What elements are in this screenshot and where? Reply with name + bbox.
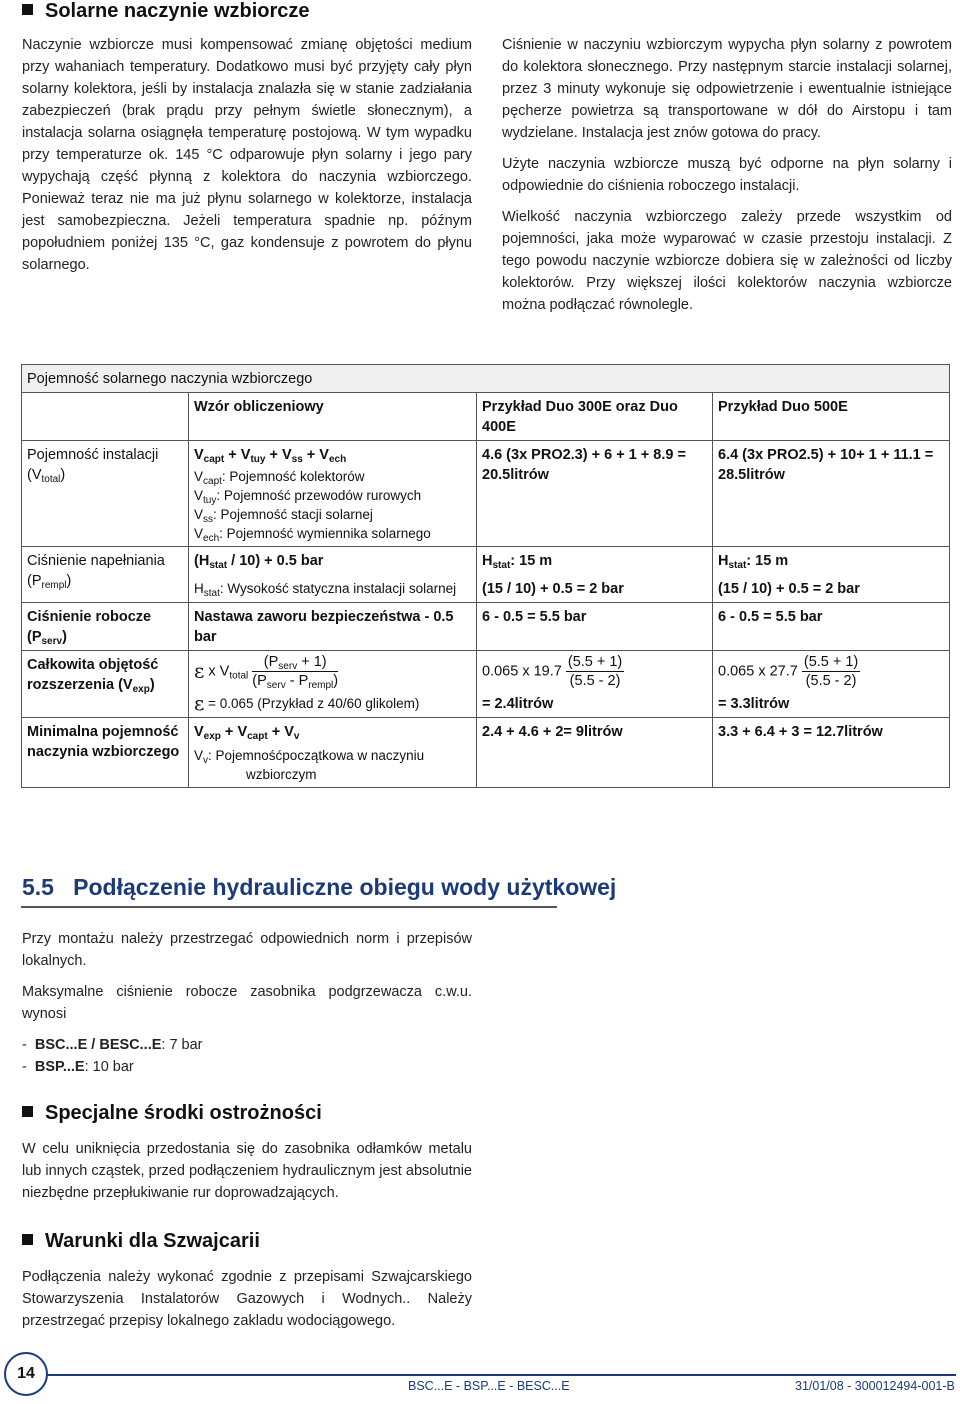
heading-text: Solarne naczynie wzbiorcze: [45, 0, 310, 22]
row-example-2: 3.3 + 6.4 + 3 = 12.7litrów: [713, 718, 950, 788]
paragraph: Użyte naczynia wzbiorcze muszą być odporne na płyn solarny i odpowiednie do ciśnienia roboczego instalacji.: [502, 156, 952, 194]
table-row: [22, 547, 950, 603]
epsilon-symbol: ε: [194, 658, 205, 683]
fraction: $\frac{(5.5 + 1)}{(5.5 - 2)}$: [567, 654, 623, 689]
list-item: - BSC...E / BESC...E: 7 bar: [22, 1037, 203, 1053]
left-column: [22, 34, 472, 285]
paragraph: W celu uniknięcia przedostania się do zasobnika odłamków metalu lub innych cząstek, przed podłączeniem hydraulicznym jest absolutnie niezbędne przepłukiwanie rur doprowadzających.: [22, 1141, 472, 1201]
table-row: [22, 441, 950, 547]
row-formula: $V_{capt} + V_{tuy} + V_{ss} + V_{ech}$ $V_{capt}$: Pojemność kolektorów $V_{tuy}$: Pojemność przewodów rurowych $V_{ss}$: Pojemność stacji solarnej $V_{ech}$: Pojemność wymiennika solarnego: [189, 441, 477, 547]
paragraph: Podłączenia należy wykonać zgodnie z przepisami Szwajcarskiego Stowarzyszenia Instalatorów Gazowych i Wodnych.. Należy przestrzegać przepisy lokalnego zakladu wodociągowego.: [22, 1269, 472, 1329]
row-label: Pojemność instalacji $(V_{total})$: [22, 441, 189, 547]
row-example-1: $H_{stat}$: 15 m (15 / 10) + 0.5 = 2 bar: [477, 547, 713, 603]
footer-doc-ref: 31/01/08 - 300012494-001-B: [795, 1379, 955, 1393]
table-row: [22, 718, 950, 788]
footer-models: BSC...E - BSP...E - BESC...E: [408, 1379, 570, 1393]
section-5-5-title: [22, 874, 616, 901]
special-heading: Specjalne środki ostrożności: [22, 1102, 322, 1125]
row-formula: Nastawa zaworu bezpieczeństwa - 0.5 bar: [189, 603, 477, 651]
epsilon-symbol: ε: [194, 691, 205, 715]
paragraph: Naczynie wzbiorcze musi kompensować zmianę objętości medium przy wahaniach temperatury. Dodatkowo musi być przyjęty cały płyn solarny kolektora, jeśli by instalacja znalazła się w stanie zadziałania zabezpieczeń (brak prądu przy pełnym świetle słonecznym), a instalacja solarna osiągnęła temperaturę postojową. W tym wypadku przy temperaturze ok. 145 °C odparowuje płyn solarny i jego pary wypychają część płynną z kolektora do naczynia wzbiorczego. Ponieważ teraz nie ma już płynu solarnego w kolektorze, instalacja jest samobezpieczna. Jeżeli temperatura spadnie np. późnym popołudniem poniżej 135 °C, gaz kondensuje z powrotem do płynu solarnego.: [22, 37, 472, 273]
row-formula: $V_{exp} + V_{capt} + V_v$ $V_v$: Pojemnośćpoczątkowa w naczyniu wzbiorczym: [189, 718, 477, 788]
footer-rule: [46, 1374, 956, 1376]
section-title-text: Podłączenie hydrauliczne obiegu wody użytkowej: [73, 874, 617, 900]
paragraph: Maksymalne ciśnienie robocze zasobnika podgrzewacza c.w.u. wynosi: [22, 984, 472, 1022]
bullet-square-icon: [22, 1106, 33, 1117]
row-formula: ε x $V_{total}$ $\frac{(P_{serv} + 1)}{(P_{serv} - P_{rempl})}$ ε = 0.065 (Przykład z 40/60 glikolem): [189, 651, 477, 718]
header-example-1: Przykład Duo 300E oraz Duo 400E: [477, 393, 713, 441]
row-label: Ciśnienie robocze $(P_{serv})$: [22, 603, 189, 651]
paragraph: Wielkość naczynia wzbiorczego zależy przede wszystkim od pojemności, jaka może wyparować w czasie przestoju instalacji. Z tego powodu naczynie wzbiorcze dobiera się w zależności od liczby kolektorów. Przy większej ilości kolektorów naczynia wzbiorcze można podłączać równolegle.: [502, 209, 952, 313]
row-example-2: 6 - 0.5 = 5.5 bar: [713, 603, 950, 651]
row-example-1: 4.6 (3x PRO2.3) + 6 + 1 + 8.9 = 20.5litrów: [477, 441, 713, 547]
special-body: [22, 1138, 472, 1213]
section-number: 5.5: [22, 874, 54, 900]
table-row: [22, 603, 950, 651]
fraction: $\frac{(5.5 + 1)}{(5.5 - 2)}$: [803, 654, 859, 689]
section-underline: [21, 906, 557, 908]
section-heading: [22, 0, 310, 23]
fraction: $\frac{(P_{serv} + 1)}{(P_{serv} - P_{rempl})}$: [252, 654, 339, 691]
row-example-1: 0.065 x 19.7 $\frac{(5.5 + 1)}{(5.5 - 2)}$ = 2.4litrów: [477, 651, 713, 718]
table-row: [22, 651, 950, 718]
paragraph: Ciśnienie w naczyniu wzbiorczym wypycha płyn solarny z powrotem do kolektora słonecznego. Przy następnym starcie instalacji solarnej, przez 3 minuty wykonuje się odpowietrzenie i ewentualnie istniejące pęcherze powietrza są transportowane w dół do Airstopu i tam wydzielane. Instalacja jest znów gotowa do pracy.: [502, 37, 952, 141]
table-header-row: [22, 393, 950, 441]
table-title-row: [22, 365, 950, 393]
row-example-1: 2.4 + 4.6 + 2= 9litrów: [477, 718, 713, 788]
row-formula: $(H_{stat} / 10) + 0.5$ bar $H_{stat}$: Wysokość statyczna instalacji solarnej: [189, 547, 477, 603]
header-formula: Wzór obliczeniowy: [189, 393, 477, 441]
row-example-2: 0.065 x 27.7 $\frac{(5.5 + 1)}{(5.5 - 2)}$ = 3.3litrów: [713, 651, 950, 718]
swiss-heading: Warunki dla Szwajcarii: [22, 1230, 260, 1253]
row-example-2: 6.4 (3x PRO2.5) + 10+ 1 + 11.1 = 28.5litrów: [713, 441, 950, 547]
bullet-square-icon: [22, 4, 33, 15]
expansion-vessel-table: [21, 364, 950, 788]
header-empty: [22, 393, 189, 441]
list-item: - BSP...E: 10 bar: [22, 1059, 134, 1075]
swiss-body: [22, 1266, 472, 1341]
header-example-2: Przykład Duo 500E: [713, 393, 950, 441]
row-example-1: 6 - 0.5 = 5.5 bar: [477, 603, 713, 651]
row-label: Ciśnienie napełniania $(P_{rempl})$: [22, 547, 189, 603]
right-column: [502, 34, 952, 325]
bullet-square-icon: [22, 1234, 33, 1245]
row-label: Całkowita objętość rozszerzenia $(V_{exp})$: [22, 651, 189, 718]
section-body: [22, 928, 472, 1078]
row-label: Minimalna pojemność naczynia wzbiorczego: [22, 718, 189, 788]
row-example-2: $H_{stat}$: 15 m (15 / 10) + 0.5 = 2 bar: [713, 547, 950, 603]
page-number: 14: [4, 1352, 48, 1396]
paragraph: Przy montażu należy przestrzegać odpowiednich norm i przepisów lokalnych.: [22, 931, 472, 969]
table-title: Pojemność solarnego naczynia wzbiorczego: [22, 365, 950, 393]
